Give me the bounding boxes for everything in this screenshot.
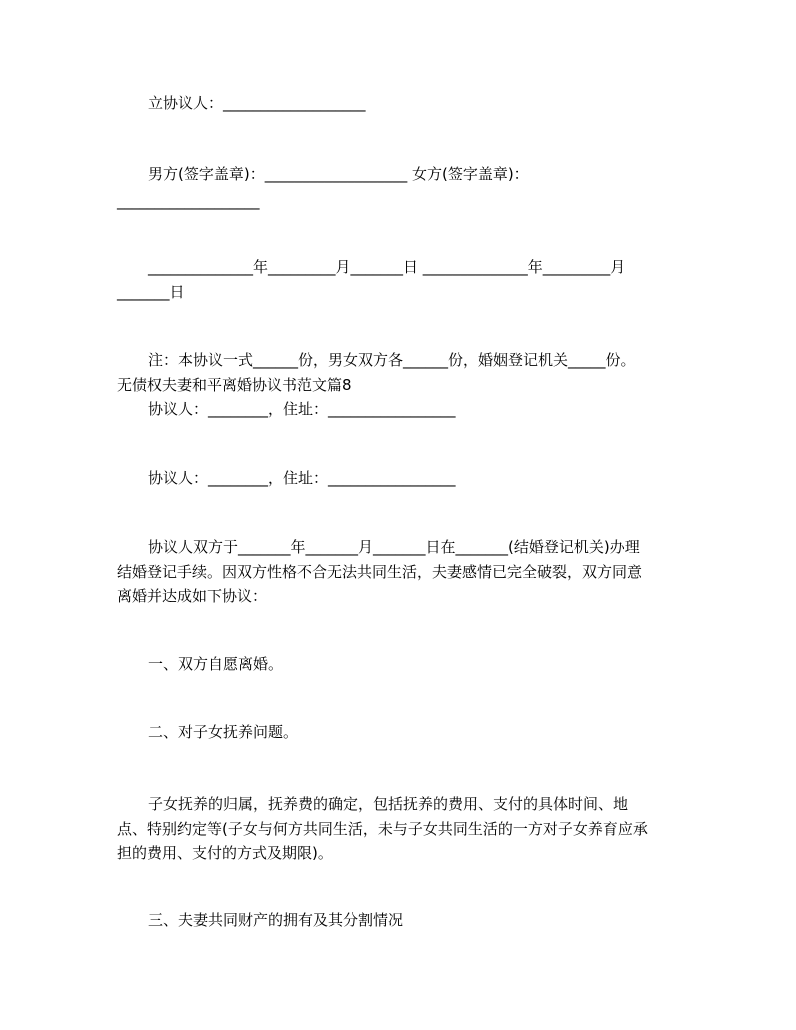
signature-line-blank: ___________________ xyxy=(117,192,260,210)
date-line: ______________年_________月_______日 ______________年_________月 xyxy=(148,258,626,276)
date-line-continued: _______日 xyxy=(117,283,185,301)
marriage-registration-line-2: 结婚登记手续。因双方性格不合无法共同生活，夫妻感情已完全破裂，双方同意 xyxy=(117,563,643,581)
custody-paragraph-line-1: 子女抚养的归属，抚养费的确定，包括抚养的费用、支付的具体时间、地 xyxy=(148,795,629,813)
custody-paragraph-line-2: 点、特别约定等(子女与何方共同生活，未与子女共同生活的一方对子女养育应承 xyxy=(117,820,648,838)
custody-paragraph-line-3: 担的费用、支付的方式及期限)。 xyxy=(117,844,333,862)
clause-3: 三、夫妻共同财产的拥有及其分割情况 xyxy=(148,911,404,929)
clause-2: 二、对子女抚养问题。 xyxy=(148,723,299,741)
signatory-line: 立协议人：___________________ xyxy=(148,94,366,112)
party-a-line: 协议人：________，住址：_________________ xyxy=(148,400,456,418)
clause-1: 一、双方自愿离婚。 xyxy=(148,655,284,673)
party-b-line: 协议人：________，住址：_________________ xyxy=(148,469,456,487)
copies-note: 注：本协议一式______份，男女双方各______份，婚姻登记机关_____份。 xyxy=(148,351,636,369)
section-title: 无债权夫妻和平离婚协议书范文篇8 xyxy=(117,376,352,394)
signature-line-parties: 男方(签字盖章)：___________________ 女方(签字盖章)： xyxy=(148,165,529,183)
marriage-registration-line: 协议人双方于_______年_______月_______日在_______(结婚登记机关)办理 xyxy=(148,538,640,556)
marriage-registration-line-3: 离婚并达成如下协议： xyxy=(117,587,268,605)
